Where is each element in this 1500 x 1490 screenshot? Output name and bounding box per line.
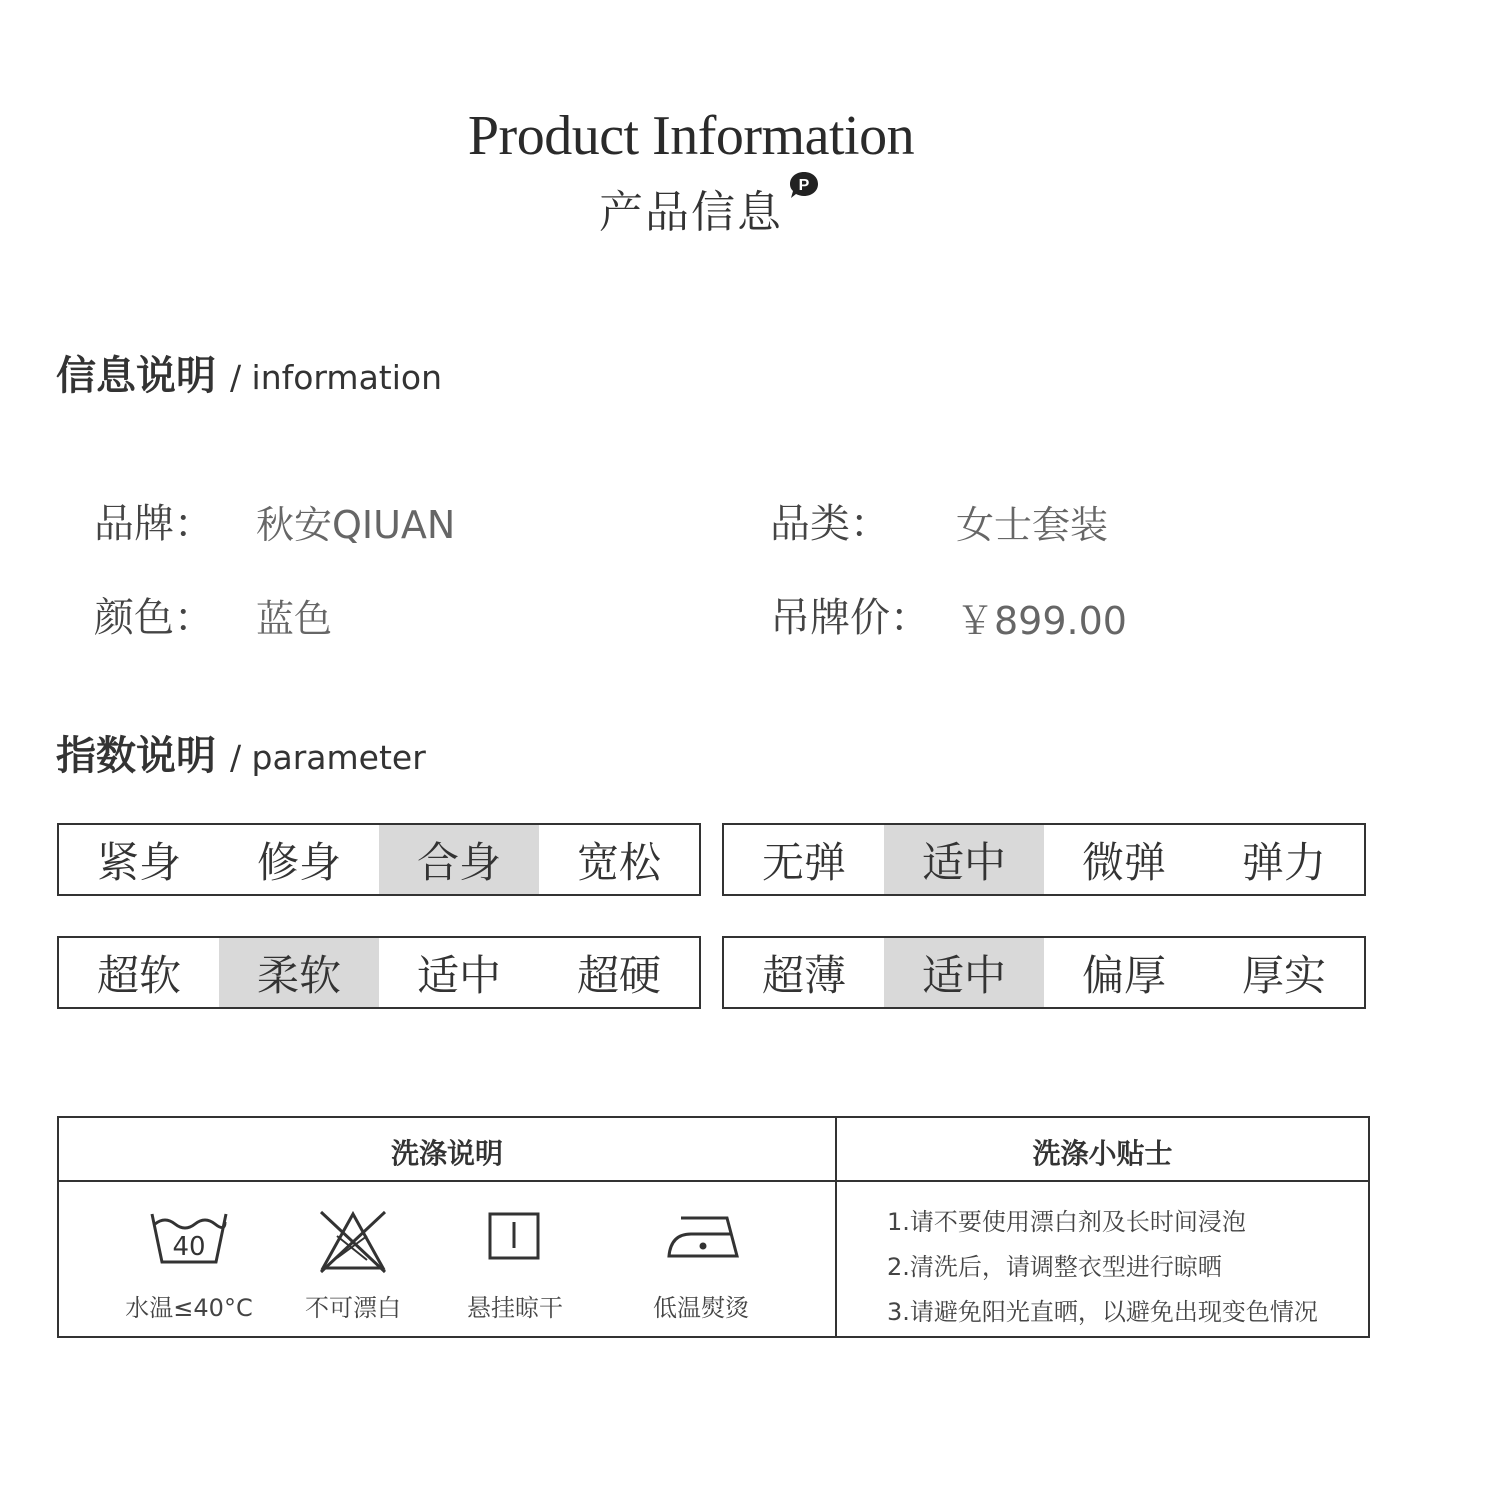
elasticity-scale [722,823,1366,896]
category-label: 品类： [770,501,890,547]
page-title-en: Product Information [467,105,915,167]
fit-scale [57,823,701,896]
scale-option: 修身 [256,837,341,887]
price-value: ￥899.00 [956,599,1127,643]
scale-option-selected: 柔软 [219,938,379,1007]
scale-option: 超硬 [576,950,661,1000]
scale-option: 宽松 [576,837,661,887]
page-title-cn: 产品信息 [599,187,783,238]
param-section-subtitle: / parameter [229,738,426,777]
softness-scale [57,936,701,1009]
brand-value: 秋安QIUAN [256,503,456,547]
p-badge-text: P [798,177,810,194]
scale-option-selected: 适中 [884,825,1044,894]
care-symbol-label: 不可漂白 [305,1294,401,1322]
scale-option: 厚实 [1241,950,1326,1000]
care-table [57,1116,1370,1338]
care-symbol-label: 悬挂晾干 [467,1294,563,1322]
scale-option-selected: 合身 [379,825,539,894]
care-instructions-header: 洗涤说明 [390,1137,503,1170]
scale-option: 微弹 [1081,837,1166,887]
scale-option: 无弹 [761,837,846,887]
scale-option: 超软 [96,950,181,1000]
low-iron-icon [665,1208,741,1264]
color-label: 颜色： [94,595,214,641]
p-badge-icon [788,170,820,200]
info-section-subtitle: / information [229,358,443,397]
hang-dry-icon [487,1208,541,1262]
care-tip: 2.清洗后，请调整衣型进行晾晒 [887,1253,1222,1281]
scale-option: 紧身 [96,837,181,887]
care-table-header-line [59,1180,1368,1182]
scale-option: 超薄 [761,950,846,1000]
param-section-title [56,724,426,781]
param-section-title-cn: 指数说明 [56,733,216,779]
care-tip: 1.请不要使用漂白剂及长时间浸泡 [887,1208,1246,1236]
care-tips-header: 洗涤小贴士 [1032,1137,1173,1170]
scale-option-selected: 适中 [884,938,1044,1007]
scale-option: 适中 [416,950,501,1000]
wash-temp-text: 40 [172,1232,206,1262]
price-label: 吊牌价： [770,595,930,641]
scale-option: 偏厚 [1081,950,1166,1000]
color-value: 蓝色 [256,597,333,641]
no-bleach-icon [317,1208,389,1274]
info-section-title [56,344,442,401]
brand-label: 品牌： [94,501,214,547]
scale-option: 弹力 [1241,837,1326,887]
category-value: 女士套装 [956,503,1109,547]
care-symbol-label: 低温熨烫 [653,1294,749,1322]
wash-40-icon [149,1208,229,1270]
info-section-title-cn: 信息说明 [56,353,216,399]
thickness-scale [722,936,1366,1009]
care-symbol-label: 水温≤40°C [125,1294,253,1322]
care-tip: 3.请避免阳光直晒，以避免出现变色情况 [887,1298,1318,1326]
